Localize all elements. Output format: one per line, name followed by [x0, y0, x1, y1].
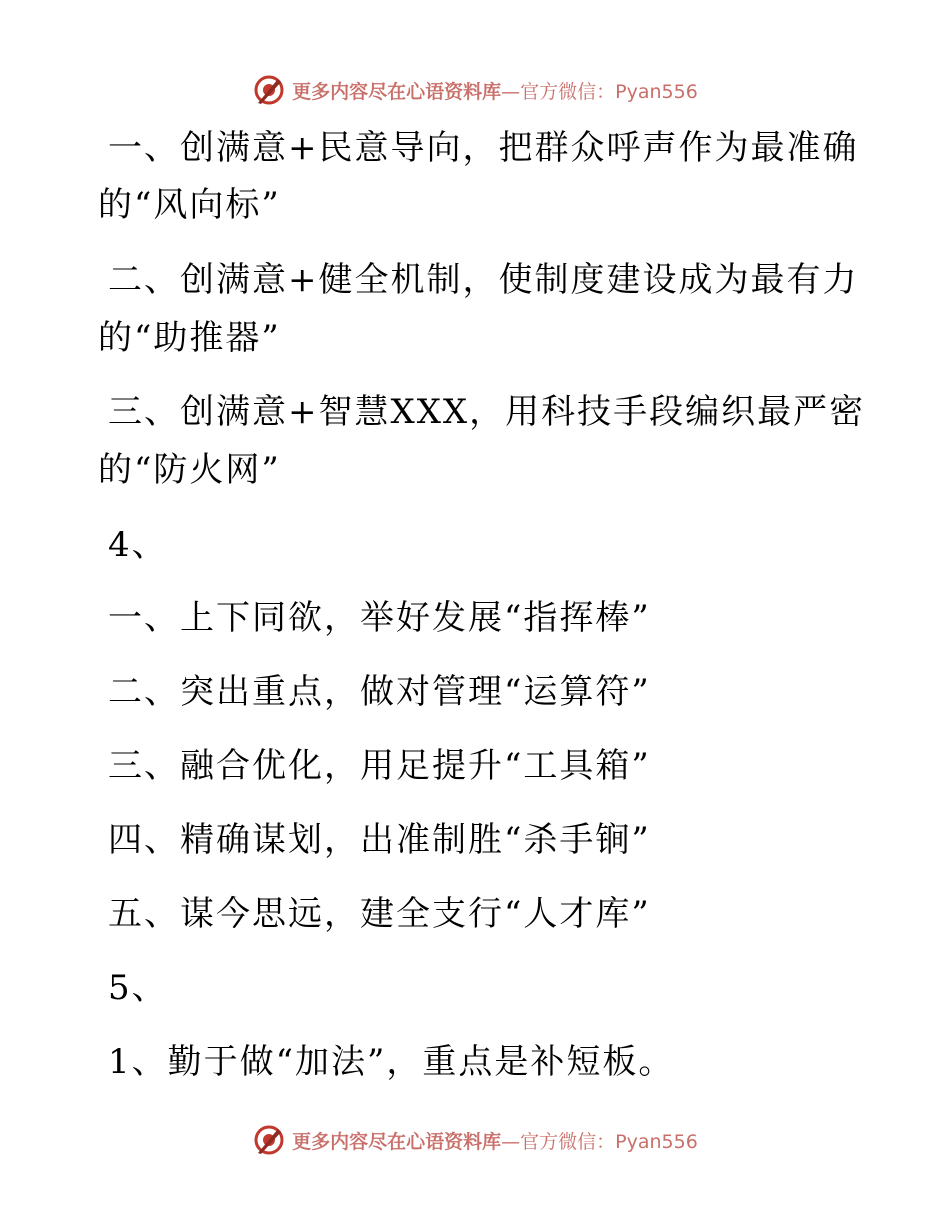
- text-line-3: 二、创满意+健全机制，使制度建设成为最有力: [108, 260, 859, 300]
- quill-pen-seal-icon: [252, 73, 286, 107]
- footer-watermark: [0, 1120, 950, 1160]
- text-line-5: 三、创满意+智慧XXX，用科技手段编织最严密: [108, 392, 866, 432]
- text-line-1: 一、创满意+民意导向，把群众呼声作为最准确: [108, 128, 859, 168]
- text-line-2: 的“风向标”: [98, 185, 281, 225]
- text-line-10: 三、融合优化，用足提升“工具箱”: [108, 746, 651, 786]
- text-line-14: 1、勤于做“加法”，重点是补短板。: [108, 1042, 675, 1082]
- text-line-6: 的“防火网”: [98, 450, 281, 490]
- quill-pen-seal-icon: [252, 1123, 286, 1157]
- watermark-text: 更多内容尽在心语资料库—官方微信：Pyan556: [292, 1130, 698, 1153]
- text-line-13: 5、: [108, 968, 168, 1008]
- text-line-8: 一、上下同欲，举好发展“指挥棒”: [108, 598, 651, 638]
- text-line-9: 二、突出重点，做对管理“运算符”: [108, 672, 651, 712]
- text-line-7: 4、: [108, 525, 168, 565]
- watermark-text: 更多内容尽在心语资料库—官方微信：Pyan556: [292, 80, 698, 103]
- header-watermark: [0, 70, 950, 110]
- text-line-4: 的“助推器”: [98, 318, 281, 358]
- text-line-11: 四、精确谋划，出准制胜“杀手锏”: [108, 820, 651, 860]
- text-line-12: 五、谋今思远，建全支行“人才库”: [108, 894, 651, 934]
